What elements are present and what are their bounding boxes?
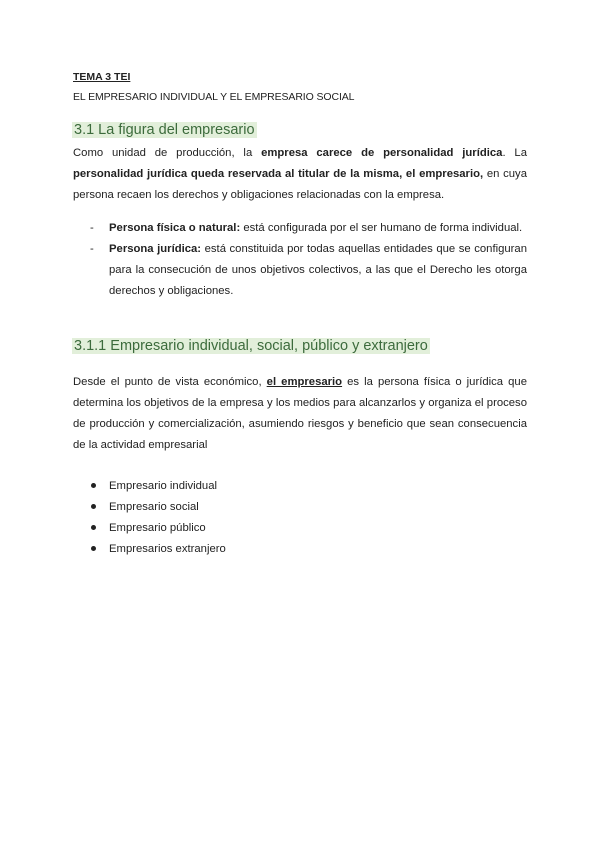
section-1-title-text: 3.1 La figura del empresario	[74, 122, 255, 138]
bullet-icon	[91, 546, 96, 551]
empresario-types-list	[90, 476, 226, 560]
document-subtitle: EL EMPRESARIO INDIVIDUAL Y EL EMPRESARIO SOCIAL	[73, 91, 355, 103]
list-item-persona-fisica	[90, 218, 527, 239]
list-item-text: Empresario público	[109, 522, 206, 534]
dash-marker: -	[90, 222, 94, 234]
list-item	[90, 539, 226, 560]
document-topic: TEMA 3 TEI	[73, 71, 131, 83]
para-text-1: Desde el punto de vista económico,	[73, 376, 267, 388]
intro-text-3: en cuya persona recaen los derechos y obligaciones relacionadas con la empresa.	[73, 168, 527, 201]
term-el-empresario: el empresario	[266, 376, 343, 388]
section-2-paragraph	[73, 372, 527, 456]
intro-bold-1: empresa carece de personalidad jurídica	[261, 147, 503, 159]
intro-text-2: . La	[502, 147, 527, 159]
term-persona-fisica: Persona física o natural:	[109, 222, 241, 234]
section-2-title	[72, 338, 430, 354]
section-1-title	[72, 122, 257, 138]
list-item-text: Empresario individual	[109, 480, 217, 492]
bullet-icon	[91, 483, 96, 488]
list-item-text: Empresarios extranjero	[109, 543, 226, 555]
dash-marker: -	[90, 243, 94, 255]
list-item	[90, 497, 226, 518]
para-text-2: es la persona física o jurídica que determina los objetivos de la empresa y los medios para alcanzarlos y organiza el proceso de producción y comercialización, asumiendo riesgos y beneficio que sean consecuencia de la actividad empresarial	[73, 376, 527, 451]
section-1-intro	[73, 143, 527, 206]
definition-persona-fisica: está configurada por el ser humano de forma individual.	[240, 222, 523, 234]
list-item-text: Empresario social	[109, 501, 199, 513]
bullet-icon	[91, 525, 96, 530]
intro-text-1: Como unidad de producción, la	[73, 147, 262, 159]
list-item	[90, 476, 226, 497]
list-item-persona-juridica	[90, 239, 527, 302]
list-item	[90, 518, 226, 539]
definition-persona-juridica: está constituida por todas aquellas entidades que se configuran para la consecución de unos objetivos colectivos, a las que el Derecho les otorga derechos y obligaciones.	[109, 243, 527, 297]
person-types-list	[90, 218, 527, 302]
section-2-title-text: 3.1.1 Empresario individual, social, público y extranjero	[74, 338, 428, 354]
term-persona-juridica: Persona jurídica:	[109, 243, 202, 255]
intro-bold-2: personalidad jurídica queda reservada al titular de la misma, el empresario,	[73, 168, 484, 180]
bullet-icon	[91, 504, 96, 509]
